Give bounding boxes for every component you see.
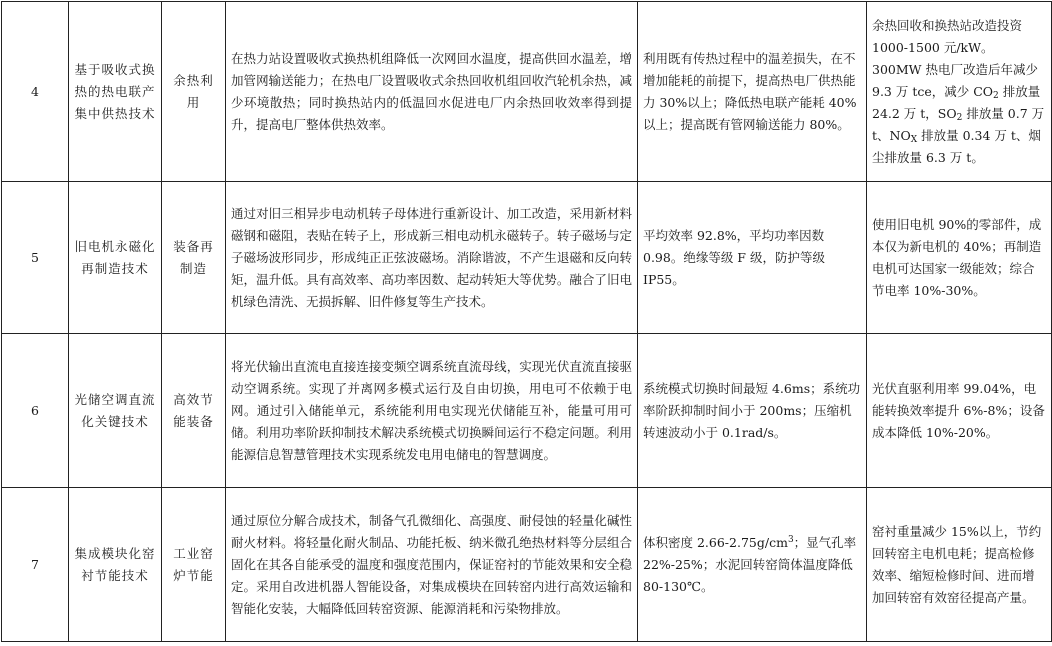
performance-density: 体积密度 2.66-2.75g/cm	[643, 534, 788, 550]
technology-name: 基于吸收式换热的热电联产集中供热技术	[69, 2, 162, 182]
nox-subscript: X	[910, 134, 918, 145]
technology-name: 旧电机永磁化再制造技术	[69, 182, 162, 334]
row-number: 4	[2, 2, 69, 182]
technology-benefit	[867, 2, 1052, 182]
technology-name: 光储空调直流化关键技术	[69, 334, 162, 488]
technology-category: 装备再制造	[162, 182, 226, 334]
benefit-emission-part: 300MW 热电厂改造后年减少 9.3 万 tce，减少 CO	[872, 61, 1038, 99]
co2-subscript: 2	[993, 90, 999, 101]
benefit-investment: 余热回收和换热站改造投资 1000-1500 元/kW。	[872, 17, 1023, 55]
so2-subscript: 2	[956, 112, 963, 123]
technology-description: 通过对旧三相异步电动机转子母体进行重新设计、加工改造，采用新材料磁钢和磁阻，表贴在转子上，形成新三相电动机永磁转子。转子磁场与定子磁场波形同步，形成纯正正弦波磁场。消除谐波，不产生退磁和反向转矩，温升低。具有高效率、高功率因数、起动转矩大等优势。融合了旧电机绿色清洗、无损拆解、旧件修复等生产技术。	[226, 182, 638, 334]
technology-category: 高效节能装备	[162, 334, 226, 488]
row-number: 6	[2, 334, 69, 488]
technology-performance: 利用既有传热过程中的温差损失，在不增加能耗的前提下，提高热电厂供热能力 30%以上；降低热电联产能耗 40%以上；提高既有管网输送能力 80%。	[638, 2, 867, 182]
technology-description: 在热力站设置吸收式换热机组降低一次网回水温度，提高供回水温差，增加管网输送能力；在热电厂设置吸收式余热回收机组回收汽轮机余热，减少环境散热；同时换热站内的低温回水促进电厂内余热回收效率得到提升，提高电厂整体供热效率。	[226, 2, 638, 182]
technology-description: 将光伏输出直流电直接连接变频空调系统直流母线，实现光伏直流直接驱动空调系统。实现了并离网多模式运行及自由切换，用电可不依赖于电网。通过引入储能单元，系统能利用电实现光伏储能互补，能量可用可储。利用功率阶跃抑制技术解决系统模式切换瞬间运行不稳定问题。利用能源信息智慧管理技术实现系统发电用电储电的智慧调度。	[226, 334, 638, 488]
benefit-emission-part: 排放量 0.34 万 t、烟尘排放量 6.3 万 t。	[872, 127, 1041, 165]
performance-porosity: ；显气孔率 22%-25%；水泥回转窑筒体温度降低 80-130℃。	[643, 534, 857, 594]
technology-table	[1, 1, 1052, 642]
table-row	[2, 182, 1052, 334]
cubic-superscript: 3	[787, 534, 794, 545]
table-row	[2, 2, 1052, 182]
technology-performance: 系统模式切换时间最短 4.6ms；系统功率阶跃抑制时间小于 200ms；压缩机转速波动小于 0.1rad/s。	[638, 334, 867, 488]
technology-category: 工业窑炉节能	[162, 488, 226, 642]
table-row	[2, 488, 1052, 642]
row-number: 5	[2, 182, 69, 334]
technology-description: 通过原位分解合成技术，制备气孔微细化、高强度、耐侵蚀的轻量化碱性耐火材料。将轻量化耐火制品、功能托板、纳米微孔绝热材料等分层组合固化在其各自能承受的温度和强度范围内，保证窑衬的节能效果和安全稳定。采用自改进机器人智能设备，对集成模块在回转窑内进行高效运输和智能化安装，大幅降低回转窑资源、能源消耗和污染物排放。	[226, 488, 638, 642]
technology-benefit: 光伏直驱利用率 99.04%，电能转换效率提升 6%-8%；设备成本降低 10%-20%。	[867, 334, 1052, 488]
technology-benefit: 使用旧电机 90%的零部件，成本仅为新电机的 40%；再制造电机可达国家一级能效；综合节电率 10%-30%。	[867, 182, 1052, 334]
table-row	[2, 334, 1052, 488]
technology-performance: 平均效率 92.8%，平均功率因数 0.98。绝缘等级 F 级，防护等级 IP55。	[638, 182, 867, 334]
benefit-emission-part: 排放量 0.7 万 t、NO	[872, 105, 1045, 143]
technology-benefit: 窑衬重量减少 15%以上，节约回转窑主电机电耗；提高检修效率、缩短检修时间、进而增加回转窑有效窑径提高产量。	[867, 488, 1052, 642]
benefit-emission-part: 排放量 24.2 万 t，SO	[872, 83, 1041, 121]
row-number: 7	[2, 488, 69, 642]
technology-category: 余热利用	[162, 2, 226, 182]
technology-performance	[638, 488, 867, 642]
technology-name: 集成模块化窑衬节能技术	[69, 488, 162, 642]
